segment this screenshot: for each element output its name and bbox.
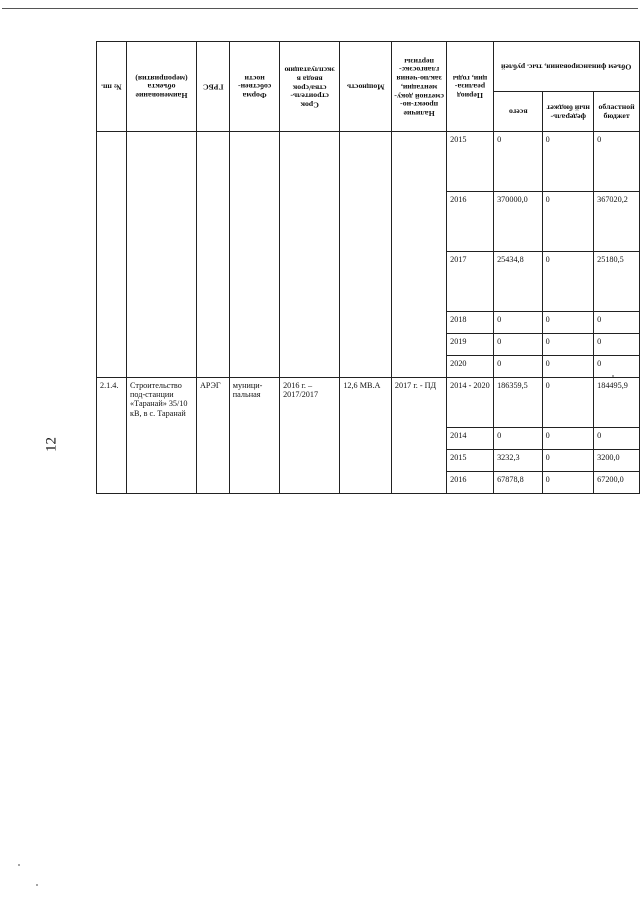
header-construction-term: Срок строитель-ства/срок ввода в эксплуатацию [280, 42, 340, 132]
cell-federal: 0 [542, 252, 593, 312]
item-term: 2016 г. – 2017/2017 [280, 378, 340, 494]
cell-regional: 367020,2 [594, 192, 640, 252]
item-ownership: муници-пальная [229, 378, 279, 494]
scan-speck [612, 375, 614, 377]
item-year: 2014 [447, 428, 494, 450]
item-total: 3232,3 [494, 450, 543, 472]
item-regional: 67200,0 [594, 472, 640, 494]
cell-regional: 25180,5 [594, 252, 640, 312]
header-financing-group: Объем финансирования, тыс. рублей [494, 42, 640, 92]
item-total: 67878,8 [494, 472, 543, 494]
item-federal: 0 [542, 450, 593, 472]
item-grbs: АРЭГ [196, 378, 229, 494]
header-regional: областной бюджет [594, 92, 640, 132]
item-name: Строительство под-станции «Таранай» 35/10 кВ, в с. Таранай [127, 378, 197, 494]
top-rule [2, 8, 638, 9]
item-year: 2015 [447, 450, 494, 472]
page-number: 12 [43, 437, 60, 452]
item-total: 0 [494, 428, 543, 450]
cell-empty [229, 132, 279, 378]
cell-year: 2019 [447, 334, 494, 356]
item-year: 2016 [447, 472, 494, 494]
cell-federal: 0 [542, 312, 593, 334]
item-regional: 3200,0 [594, 450, 640, 472]
cell-regional: 0 [594, 132, 640, 192]
header-capacity: Мощность [340, 42, 392, 132]
cell-year: 2018 [447, 312, 494, 334]
header-grbs: ГРБС [196, 42, 229, 132]
cell-empty [97, 132, 127, 378]
cell-empty [340, 132, 392, 378]
item-regional: 184495,9 [594, 378, 640, 428]
item-capacity: 12,6 МВ.А [340, 378, 392, 494]
header-docs: Наличие проект-но-сметной доку-ментации, заклю-чения главгосэкс-пертизы [391, 42, 446, 132]
cell-federal: 0 [542, 192, 593, 252]
header-period: Период реализа-ции, годы [447, 42, 494, 132]
item-year: 2014 - 2020 [447, 378, 494, 428]
cell-empty [196, 132, 229, 378]
cell-total: 370000,0 [494, 192, 543, 252]
cell-empty [280, 132, 340, 378]
header-federal: федераль-ный бюджет [542, 92, 593, 132]
cell-total: 0 [494, 312, 543, 334]
item-federal: 0 [542, 472, 593, 494]
cell-year: 2020 [447, 356, 494, 378]
cell-year: 2017 [447, 252, 494, 312]
cell-total: 0 [494, 334, 543, 356]
cell-empty [391, 132, 446, 378]
cell-empty [127, 132, 197, 378]
item-federal: 0 [542, 428, 593, 450]
cell-regional: 0 [594, 334, 640, 356]
cell-year: 2016 [447, 192, 494, 252]
cell-federal: 0 [542, 132, 593, 192]
scan-speck [36, 884, 38, 886]
cell-year: 2015 [447, 132, 494, 192]
cell-regional: 0 [594, 356, 640, 378]
header-number: № пп. [97, 42, 127, 132]
item-regional: 0 [594, 428, 640, 450]
cell-total: 0 [494, 356, 543, 378]
cell-regional: 0 [594, 312, 640, 334]
cell-total: 0 [494, 132, 543, 192]
header-ownership: Форма собствен-ности [229, 42, 279, 132]
cell-total: 25434,8 [494, 252, 543, 312]
header-total: всего [494, 92, 543, 132]
cell-federal: 0 [542, 356, 593, 378]
financing-table [96, 41, 640, 494]
item-docs: 2017 г. - ПД [391, 378, 446, 494]
item-number: 2.1.4. [97, 378, 127, 494]
cell-federal: 0 [542, 334, 593, 356]
header-object-name: Наименование объекта (мероприятия) [127, 42, 197, 132]
scan-speck [18, 864, 20, 866]
item-federal: 0 [542, 378, 593, 428]
item-total: 186359,5 [494, 378, 543, 428]
